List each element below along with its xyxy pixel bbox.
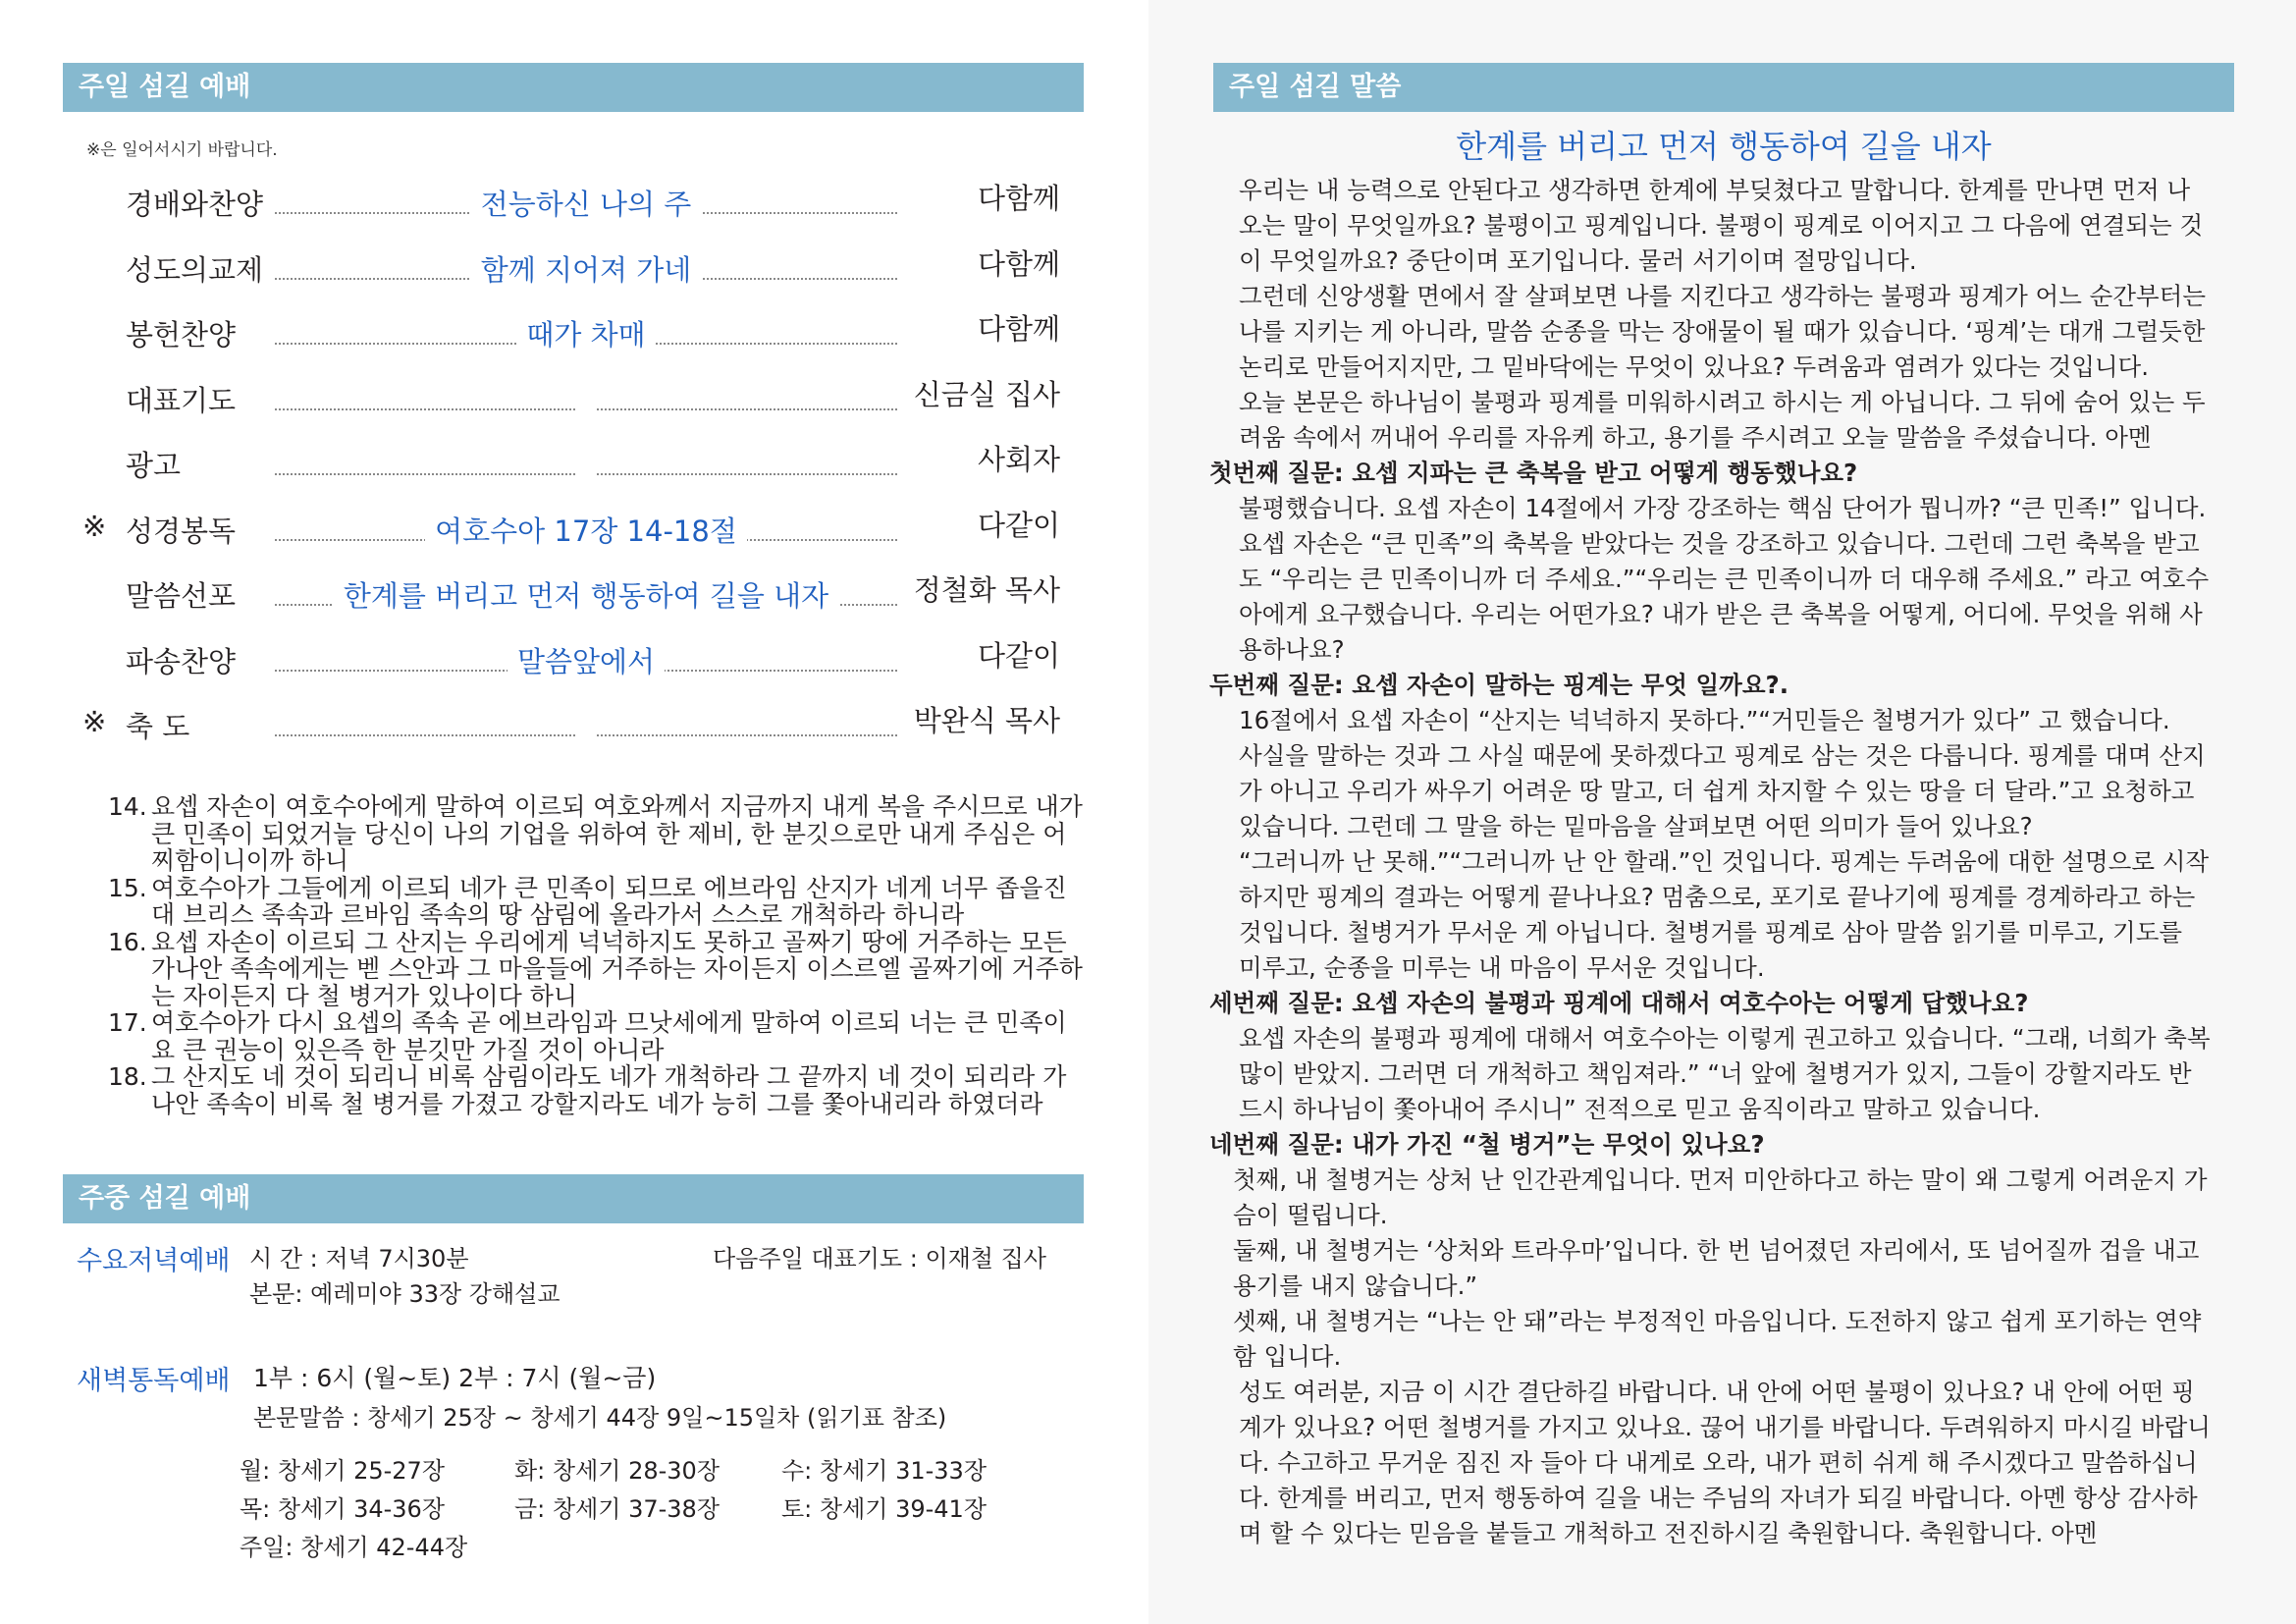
weekday-worship-header: 주중 섬길 예배 [63,1174,1084,1223]
order-row [82,183,1060,226]
reading-day: 주일: 창세기 42-44장 [240,1534,468,1561]
verse [108,929,1090,1010]
order-title: 때가 차매 [516,318,655,352]
order-who: 다같이 [977,509,1060,542]
verse-number: 15. [108,873,147,902]
sermon-point: 첫째, 내 철병거는 상처 난 인간관계입니다. 먼저 미안하다고 하는 말이 왜 그렇게 어려운지 가슴이 떨립니다. [1233,1165,2208,1229]
order-row [82,444,1060,487]
order-row [82,248,1060,292]
order-row [82,574,1060,618]
order-who: 다같이 [977,639,1060,673]
dawn-time: 1부 : 6시 (월~토) 2부 : 7시 (월~금) [253,1364,657,1392]
verse-text: 여호수아가 다시 요셉의 족속 곧 에브라임과 므낫세에게 말하여 이르되 너는 큰 민족이요 큰 권능이 있은즉 한 분깃만 가질 것이 아니라 [151,1008,1067,1064]
reading-day: 목: 창세기 34-36장 [240,1495,446,1523]
order-row [82,640,1060,683]
order-who: 신금실 집사 [913,378,1060,411]
sermon-question: 첫번째 질문: 요셉 지파는 큰 축복을 받고 어떻게 행동했나요? [1209,459,1858,487]
order-title-wrap [275,705,897,738]
order-who: 박완식 목사 [913,704,1060,737]
wed-label: 수요저녁예배 [77,1246,231,1276]
order-item: 성도의교제 [126,253,264,287]
order-title: 말씀앞에서 [507,645,665,678]
order-item: 성경봉독 [126,514,237,548]
sermon-point: 셋째, 내 철병거는 “나는 안 돼”라는 부정적인 마음입니다. 도전하지 않고 쉽게 포기하는 연약함 입니다. [1233,1307,2202,1371]
sermon-question: 두번째 질문: 요셉 자손이 말하는 핑계는 무엇 일까요?. [1209,671,1789,699]
order-title-wrap [275,510,897,550]
order-who: 다함께 [977,312,1060,346]
reading-day: 토: 창세기 39-41장 [781,1495,988,1523]
order-row [82,705,1060,748]
order-title-wrap [275,574,897,615]
order-title-wrap [275,313,897,353]
order-item: 봉헌찬양 [126,318,237,352]
reading-day: 금: 창세기 37-38장 [514,1495,721,1523]
order-title: 함께 지어져 가네 [471,253,702,287]
order-item: 파송찬양 [126,645,237,678]
reading-day: 화: 창세기 28-30장 [514,1457,721,1485]
sermon-question: 네번째 질문: 내가 가진 “철 병거”는 무엇이 있나요? [1209,1130,1765,1159]
sermon-paragraph: 요셉 자손의 불평과 핑계에 대해서 여호수아는 이렇게 권고하고 있습니다. “그래, 너희가 축복 많이 받았지. 그러면 더 개척하고 책임져라.” “너 앞에 철병거가 있지, 그들이 강할지라도 반드시 하나님이 쫓아내어 주시니” 전적으로 믿고 움직이라고 말하고 있습니다. [1239,1024,2211,1123]
sermon-paragraph: 16절에서 요셉 자손이 “산지는 넉넉하지 못하다.”“거민들은 철병거가 있다” 고 했습니다. [1239,706,2170,734]
verse [108,793,1090,875]
order-who: 다함께 [977,247,1060,281]
verse-number: 16. [108,927,147,956]
verse-text: 요셉 자손이 여호수아에게 말하여 이르되 여호와께서 지금까지 내게 복을 주시므로 내가 큰 민족이 되었거늘 당신이 나의 기업을 위하여 한 제비, 한 분깃으로만 내게 주심은 어찌함이니이까 하니 [151,792,1083,875]
sermon-paragraph: 성도 여러분, 지금 이 시간 결단하길 바랍니다. 내 안에 어떤 불평이 있나요? 내 안에 어떤 핑계가 있나요? 어떤 철병거를 가지고 있나요. 끊어 내기를 바랍니다. 두려워하지 마시길 바랍니다. 수고하고 무거운 짐진 자 들아 다 내게로 오라, 내가 편히 쉬게 해 주시겠다고 말씀하십니다. 한계를 버리고, 먼저 행동하여 길을 내는 주님의 자녀가 되길 바랍니다. 아멘 항상 감사하며 할 수 있다는 믿음을 붙들고 개척하고 전진하시길 축원합니다. 축원합니다. 아멘 [1239,1378,2211,1547]
order-item: 말씀선포 [126,579,237,613]
sermon-paragraph: “그러니까 난 못해.”“그러니까 난 안 할래.”인 것입니다. 핑계는 두려움에 대한 설명으로 시작하지만 핑계의 결과는 어떻게 끝나나요? 멈춤으로, 포기로 끝나기에 핑계를 경계하라고 하는 것입니다. 철병거가 무서운 게 아닙니다. 철병거를 핑계로 삼아 말씀 읽기를 미루고, 기도를 미루고, 순종을 미루는 내 마음이 무서운 것입니다. [1239,847,2210,982]
order-title: 한계를 버리고 먼저 행동하여 길을 내자 [334,579,838,613]
sermon-paragraph: 오늘 본문은 하나님이 불평과 핑계를 미워하시려고 하시는 게 아닙니다. 그 뒤에 숨어 있는 두려움 속에서 꺼내어 우리를 자유케 하고, 용기를 주시려고 오늘 말씀을 주셨습니다. 아멘 [1239,388,2206,452]
verse-number: 17. [108,1008,147,1037]
sermon-header: 주일 섬길 말씀 [1213,63,2234,112]
sermon-title: 한계를 버리고 먼저 행동하여 길을 내자 [1456,128,1992,165]
order-who: 다함께 [977,182,1060,215]
order-item: 축 도 [126,710,190,743]
order-who: 정철화 목사 [913,573,1060,607]
order-item: 경배와찬양 [126,188,264,221]
scripture-verses [108,793,1090,1117]
order-title [576,379,596,412]
verse [108,1063,1090,1117]
sermon-body [1209,173,2211,1551]
order-item: 대표기도 [126,384,237,417]
sermon-question: 세번째 질문: 요셉 자손의 불평과 핑계에 대해서 여호수아는 어떻게 답했나요? [1209,989,2029,1017]
sermon-paragraph: 우리는 내 능력으로 안된다고 생각하면 한계에 부딪쳤다고 말합니다. 한계를 만나면 먼저 나오는 말이 무엇일까요? 불평이고 핑계입니다. 불평이 핑계로 이어지고 그 다음에 연결되는 것이 무엇일까요? 중단이며 포기입니다. 물러 서기이며 절망입니다. [1239,176,2204,275]
next-prayer: 다음주일 대표기도 : 이재철 집사 [713,1245,1046,1272]
verse [108,875,1090,929]
order-title: 여호수아 17장 14-18절 [425,514,747,548]
order-title [576,444,596,477]
sermon-paragraph: 사실을 말하는 것과 그 사실 때문에 못하겠다고 핑계로 삼는 것은 다릅니다. 핑계를 대며 산지가 아니고 우리가 싸우기 어려운 땅 말고, 더 쉽게 차지할 수 있는 땅을 더 달라.”고 요청하고 있습니다. 그런데 그 말을 하는 밑마음을 살펴보면 어떤 의미가 들어 있나요? [1239,741,2206,840]
stand-mark: ※ [82,705,107,738]
order-title-wrap [275,444,897,477]
sunday-worship-header: 주일 섬길 예배 [63,63,1084,112]
stand-note: ※은 일어서시기 바랍니다. [86,140,278,160]
order-row [82,313,1060,356]
dawn-label: 새벽통독예배 [77,1366,231,1396]
order-row [82,379,1060,422]
stand-mark: ※ [82,510,107,543]
verse-text: 여호수아가 그들에게 이르되 네가 큰 민족이 되므로 에브라임 산지가 네게 너무 좁을진대 브리스 족속과 르바임 족속의 땅 삼림에 올라가서 스스로 개척하라 하니라 [151,873,1067,929]
wed-text: 본문: 예레미야 33장 강해설교 [249,1280,561,1308]
wed-time: 시 간 : 저녁 7시30분 [249,1245,469,1272]
order-row [82,510,1060,553]
dawn-text: 본문말씀 : 창세기 25장 ~ 창세기 44장 9일~15일차 (읽기표 참조) [253,1404,947,1432]
sermon-point: 둘째, 내 철병거는 ‘상처와 트라우마’입니다. 한 번 넘어졌던 자리에서, 또 넘어질까 겁을 내고 용기를 내지 않습니다.” [1233,1236,2200,1300]
sermon-paragraph: 불평했습니다. 요셉 자손이 14절에서 가장 강조하는 핵심 단어가 뭡니까? “큰 민족!” 입니다. 요셉 자손은 “큰 민족”의 축복을 받았다는 것을 강조하고 있습니다. 그런데 그런 축복을 받고도 “우리는 큰 민족이니까 더 주세요.”“우리는 큰 민족이니까 더 대우해 주세요.” 라고 여호수아에게 요구했습니다. 우리는 어떤가요? 내가 받은 큰 축복을 어떻게, 어디에. 무엇을 위해 사용하나요? [1239,494,2210,664]
verse [108,1009,1090,1063]
order-title-wrap [275,379,897,412]
verse-text: 요셉 자손이 이르되 그 산지는 우리에게 넉넉하지도 못하고 골짜기 땅에 거주하는 모든 가나안 족속에게는 벧 스안과 그 마을들에 거주하는 자이든지 이스르엘 골짜기에 거주하는 자이든지 다 철 병거가 있나이다 하니 [151,927,1083,1010]
sermon-paragraph: 그런데 신앙생활 면에서 잘 살펴보면 나를 지킨다고 생각하는 불평과 핑계가 어느 순간부터는 나를 지키는 게 아니라, 말씀 순종을 막는 장애물이 될 때가 있습니다. ‘핑계’는 대개 그럴듯한 논리로 만들어지지만, 그 밑바닥에는 무엇이 있나요? 두려움과 염려가 있다는 것입니다. [1239,282,2207,381]
order-item: 광고 [126,449,182,482]
order-title-wrap [275,640,897,680]
order-title-wrap [275,248,897,289]
order-title [576,705,596,738]
order-title-wrap [275,183,897,223]
order-who: 사회자 [977,443,1060,476]
verse-text: 그 산지도 네 것이 되리니 비록 삼림이라도 네가 개척하라 그 끝까지 네 것이 되리라 가나안 족속이 비록 철 병거를 가졌고 강할지라도 네가 능히 그를 쫓아내리라 하였더라 [151,1062,1067,1118]
order-title: 전능하신 나의 주 [471,188,702,221]
reading-day: 월: 창세기 25-27장 [240,1457,446,1485]
verse-number: 14. [108,792,147,821]
verse-number: 18. [108,1062,147,1091]
reading-day: 수: 창세기 31-33장 [781,1457,988,1485]
